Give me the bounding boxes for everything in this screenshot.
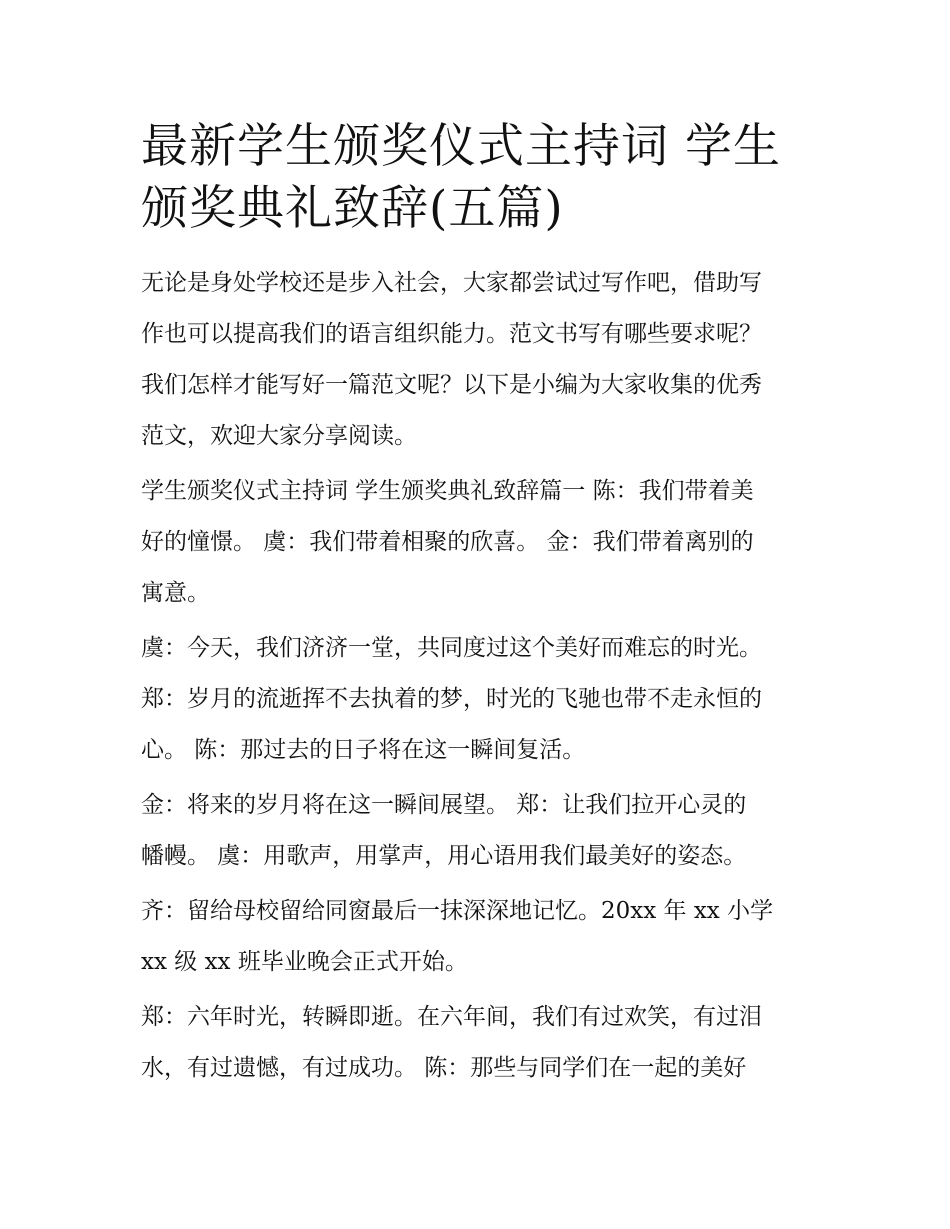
text-line: 范文，欢迎大家分享阅读。	[141, 423, 417, 449]
paragraph-opening	[141, 466, 813, 619]
paragraph-intro	[141, 258, 813, 462]
text-line: 郑：六年时光，转瞬即逝。在六年间，我们有过欢笑，有过泪	[141, 1004, 762, 1030]
title-line: 最新学生颁奖仪式主持词 学生	[141, 119, 781, 174]
text-line: xx 级 xx 班毕业晚会正式开始。	[141, 949, 468, 975]
text-line: 郑：岁月的流逝挥不去执着的梦，时光的飞驰也带不走永恒的	[141, 686, 762, 712]
title-line: 颁奖典礼致辞(五篇)	[141, 181, 564, 236]
text-line: 金：将来的岁月将在这一瞬间展望。 郑：让我们拉开心灵的	[141, 792, 747, 818]
text-line: 齐：留给母校留给同窗最后一抹深深地记忆。20xx 年 xx 小学	[141, 898, 774, 924]
paragraph-dialogue	[141, 780, 813, 882]
text-line: 水，有过遗憾，有过成功。 陈：那些与同学们在一起的美好	[141, 1055, 747, 1081]
text-line: 作也可以提高我们的语言组织能力。范文书写有哪些要求呢？	[141, 321, 762, 347]
paragraph-dialogue	[141, 992, 813, 1094]
document-title	[141, 116, 813, 240]
text-line: 我们怎样才能写好一篇范文呢？以下是小编为大家收集的优秀	[141, 372, 762, 398]
text-line: 寓意。	[141, 580, 210, 606]
text-line: 心。 陈：那过去的日子将在这一瞬间复活。	[141, 737, 586, 763]
text-line: 虞：今天，我们济济一堂，共同度过这个美好而难忘的时光。	[141, 635, 762, 661]
text-line: 幡幔。 虞：用歌声，用掌声，用心语用我们最美好的姿态。	[141, 843, 747, 869]
text-line: 学生颁奖仪式主持词 学生颁奖典礼致辞篇一 陈：我们带着美	[141, 478, 754, 504]
document-body	[141, 116, 813, 1098]
paragraph-dialogue	[141, 623, 813, 776]
paragraph-dialogue	[141, 886, 813, 988]
text-line: 无论是身处学校还是步入社会，大家都尝试过写作吧，借助写	[141, 270, 762, 296]
text-line: 好的憧憬。 虞：我们带着相聚的欣喜。 金：我们带着离别的	[141, 529, 754, 555]
